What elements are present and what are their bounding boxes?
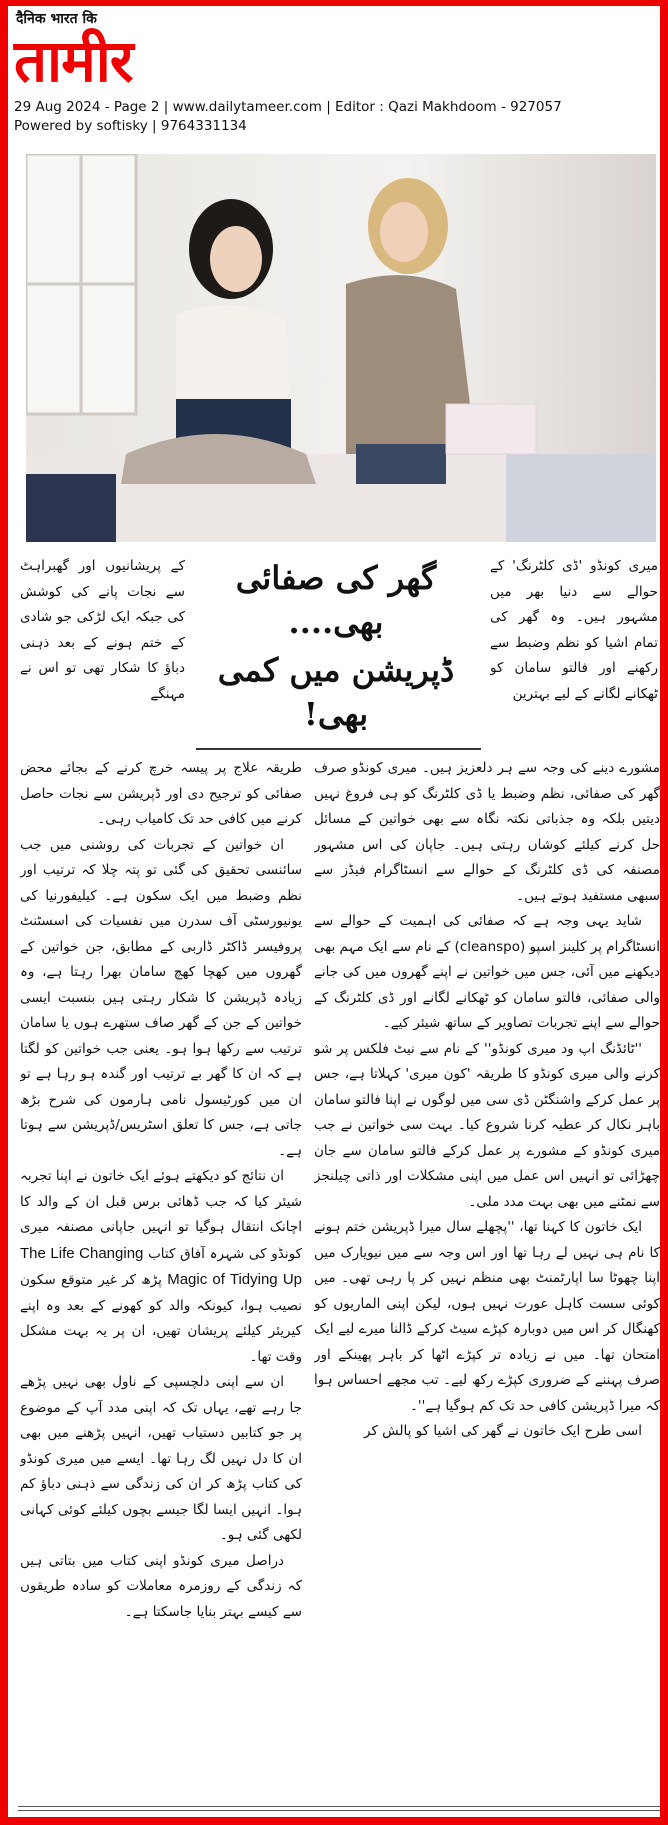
headline-divider xyxy=(196,748,481,750)
masthead-tagline: दैनिक भारत कि xyxy=(16,11,97,27)
edition-meta-line: 29 Aug 2024 - Page 2 | www.dailytameer.com | Editor : Qazi Makhdoom - 927057 xyxy=(14,99,562,115)
edition-info xyxy=(14,98,562,136)
column-left-top xyxy=(20,554,185,754)
paragraph: اسی طرح ایک خاتون نے گھر کی اشیا کو پالش کر xyxy=(364,1423,642,1439)
paragraph: ان سے اپنی دلچسپی کے ناول بھی نہیں پڑھے جا رہے تھے، یہاں تک کہ اپنی مدد آپ کے موضوع پر جو کتابیں دستیاب تھیں، انہیں پڑھنے میں بھی ان کا دل نہیں لگ رہا تھا۔ ایسے میں میری کونڈو کی کتاب پڑھ کر ان کی زندگی سے ذہنی دباؤ کم ہوا۔ انہیں ایسا لگا جیسے بچوں کیلئے کوئی کہانی لکھی گئی ہو۔ xyxy=(20,1374,302,1543)
paragraph xyxy=(20,1164,302,1370)
paragraph: ایک خاتون کا کہنا تھا، ''پچھلے سال میرا ڈپریشن ختم ہونے کا نام ہی نہیں لے رہا تھا اور اس وجہ سے میں نیویارک میں اپنا چھوٹا سا اپارٹمنٹ بھی منظم نہیں کر پا رہی تھی۔ میں کوئی سست کاہل عورت نہیں ہوں، لیکن اپنی الماریوں کو کھنگال کر اس میں دوبارہ کپڑے سیٹ کرکے ڈالنا میرے لیے ایک امتحان تھا۔ میں نے زیادہ تر کپڑے اٹھا کر باہر پھینکے اور صرف پہننے کے ضروری کپڑے رکھ لیے۔ تب مجھے احساس ہوا کہ میرا ڈپریشن کافی حد تک کم ہوگیا ہے''۔ xyxy=(314,1219,660,1414)
column-left xyxy=(20,756,302,1804)
paragraph-text: پڑھ کر غیر متوقع سکون نصیب ہوا، کیونکہ والد کو کھونے کے بعد وہ اپنے کیریئر کیلئے پریشان تھیں، ان پر یہ بہت مشکل وقت تھا۔ xyxy=(20,1272,302,1365)
book-title: The Life Changing Magic of Tidying Up xyxy=(20,1244,302,1288)
column-right-top xyxy=(490,554,658,754)
headline-line-1: گھر کی صفائی بھی.... xyxy=(235,559,437,641)
article-photo xyxy=(26,154,656,542)
paragraph: مشورے دینے کی وجہ سے ہر دلعزیز ہیں۔ میری کونڈو صرف گھر کی صفائی، نظم وضبط یا ڈی کلٹرنگ کو ہی فروغ نہیں دیتیں بلکہ وہ جذباتی نکتہ نگاہ سے بھی خواتین کے مسائل حل کرنے کیلئے کوشاں رہتی ہیں۔ جاپان کی اس مشہور مصنفہ کی ڈی کلٹرنگ کے حوالے سے انسٹاگرام فیڈز سے سبھی مستفید ہوتے ہیں۔ xyxy=(314,760,660,904)
paragraph: شاید یہی وجہ ہے کہ صفائی کی اہمیت کے حوالے سے انسٹاگرام پر کلینز اسپو (cleanspo) کے نام سے ایک مہم بھی دیکھنے میں آئی، جس میں خواتین نے اپنے گھروں میں کی جانے والی صفائی، فالتو سامان کو ٹھکانے لگانے اور ڈی کلٹرنگ کے حوالے سے اپنے تجربات تصاویر کے ساتھ شیئر کیے۔ xyxy=(314,913,660,1031)
column-right xyxy=(314,756,660,1804)
paragraph-text: ان خواتین کے تجربات کی روشنی میں جب سائنسی تحقیق کی گئی تو پتہ چلا کہ ترتیب اور نظم وضبط میں ایک سکون ہے۔ کیلیفورنیا کی یونیورسٹی آف سدرن میں نفسیات کی اسسٹنٹ پروفیسر ڈاکٹر ڈاربی کے مطابق، جن خواتین کے گھروں میں کھچا کھچ سامان بھرا رہتا ہے، وہ زیادہ ڈپریشن کا شکار رہتی ہیں بنسبت ایسی خواتین کے جن کے گھر صاف ستھرے ہوں یا سامان ترتیب سے رکھا ہوا ہو۔ یعنی جب خواتین کو لگتا ہے کہ ان کا گھر بے ترتیب اور گندہ ہو رہا ہے تو ان میں کورٹیسول نامی ہارمون کی شرح بڑھ جاتی ہے، جس کا تعلق اسٹریس/ڈپریشن سے ہوتا ہے۔ xyxy=(20,836,302,1159)
paragraph-text: ان نتائج کو دیکھتے ہوئے ایک خاتون نے اپنا تجربہ شیئر کیا کہ جب ڈھائی برس قبل ان کے والد کا اچانک انتقال ہوگیا تو انہیں جاپانی مصنفہ میری کونڈو کی شہرہ آفاق کتاب xyxy=(20,1168,302,1262)
paragraph: کے پریشانیوں اور گھبراہٹ سے نجات پانے کی کوشش کی جبکہ ایک لڑکی جو شادی کے ختم ہونے کے بعد ذہنی دباؤ کا شکار تھی تو اس نے مہنگے xyxy=(20,558,185,702)
powered-by-line: Powered by softisky | 9764331134 xyxy=(14,118,247,134)
paragraph: میری کونڈو 'ڈی کلٹرنگ' کے حوالے سے دنیا بھر میں مشہور ہیں۔ وہ گھر کی تمام اشیا کو نظم وضبط سے رکھنے اور فالتو سامان کو ٹھکانے لگانے کے لیے بہترین xyxy=(490,558,658,702)
paragraph: طریقہ علاج پر پیسہ خرچ کرنے کے بجائے محض صفائی کو ترجیح دی اور ڈپریشن سے نجات حاصل کرنے میں کافی حد تک کامیاب رہی۔ xyxy=(20,760,302,827)
paragraph: ''ٹائڈنگ اپ ود میری کونڈو'' کے نام سے نیٹ فلکس پر شو کرنے والی میری کونڈو کا طریقہ 'کون میری' کہلاتا ہے، جس پر عمل کرکے واشنگٹن ڈی سی میں لوگوں نے اپنا فالتو سامان باہر نکال کر عطیہ کرنا شروع کیا۔ بہت سی خواتین نے جب میری کونڈو کے مشورے پر عمل کرکے فالتو سامان سے جان چھڑائی تو انہیں اس عمل میں اپنی مشکلات اور ذاتی چیلنجز سے نمٹنے میں بھی بہت مدد ملی۔ xyxy=(314,1040,660,1210)
paragraph xyxy=(20,833,302,1165)
article-headline xyxy=(190,556,482,740)
masthead-logo: तामीर xyxy=(14,27,133,95)
headline-line-2: ڈپریشن میں کمی بھی! xyxy=(217,651,455,733)
bottom-divider xyxy=(18,1806,663,1811)
paragraph: دراصل میری کونڈو اپنی کتاب میں بتاتی ہیں کہ زندگی کے روزمرہ معاملات کو سادہ طریقوں سے کیسے بہتر بنایا جاسکتا ہے۔ xyxy=(20,1552,302,1620)
